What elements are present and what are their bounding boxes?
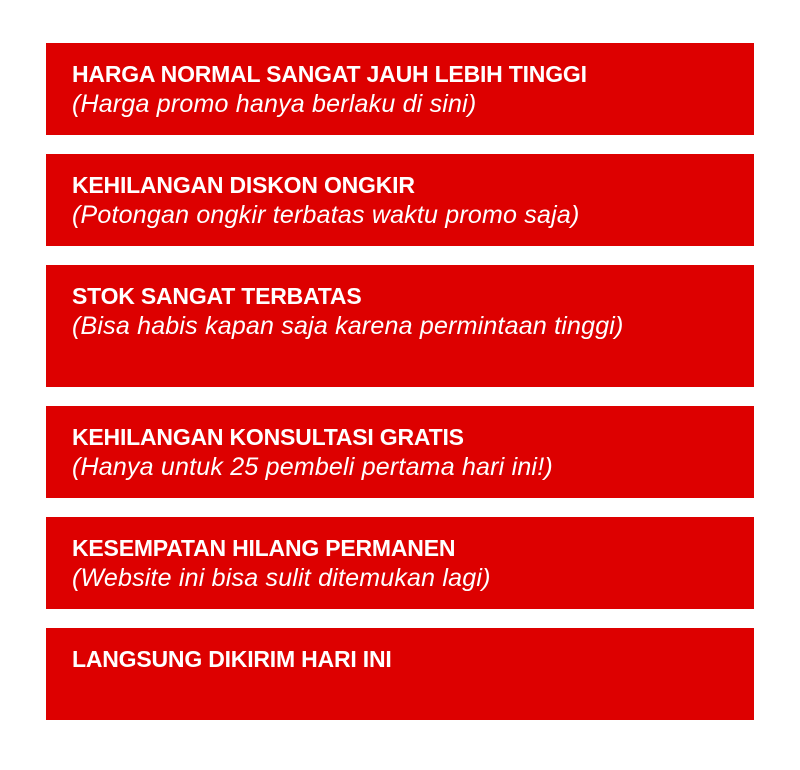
card-kesempatan-hilang (46, 517, 754, 609)
card-title: KEHILANGAN KONSULTASI GRATIS (72, 424, 464, 450)
card-subtitle: (Harga promo hanya berlaku di sini) (72, 90, 477, 118)
card-subtitle: (Website ini bisa sulit ditemukan lagi) (72, 564, 491, 592)
card-subtitle: (Hanya untuk 25 pembeli pertama hari ini!) (72, 453, 553, 481)
card-title: HARGA NORMAL SANGAT JAUH LEBIH TINGGI (72, 61, 587, 87)
card-title: KESEMPATAN HILANG PERMANEN (72, 535, 456, 561)
card-diskon-ongkir (46, 154, 754, 246)
card-konsultasi-gratis (46, 406, 754, 498)
card-list (46, 43, 754, 739)
card-dikirim-hari-ini (46, 628, 754, 720)
card-title: LANGSUNG DIKIRIM HARI INI (72, 646, 392, 672)
card-subtitle: (Bisa habis kapan saja karena permintaan tinggi) (72, 312, 624, 340)
card-harga-normal (46, 43, 754, 135)
card-subtitle: (Potongan ongkir terbatas waktu promo saja) (72, 201, 580, 229)
card-subtitle (72, 674, 728, 686)
card-title: STOK SANGAT TERBATAS (72, 283, 362, 309)
card-title: KEHILANGAN DISKON ONGKIR (72, 172, 415, 198)
card-stok-terbatas (46, 265, 754, 387)
